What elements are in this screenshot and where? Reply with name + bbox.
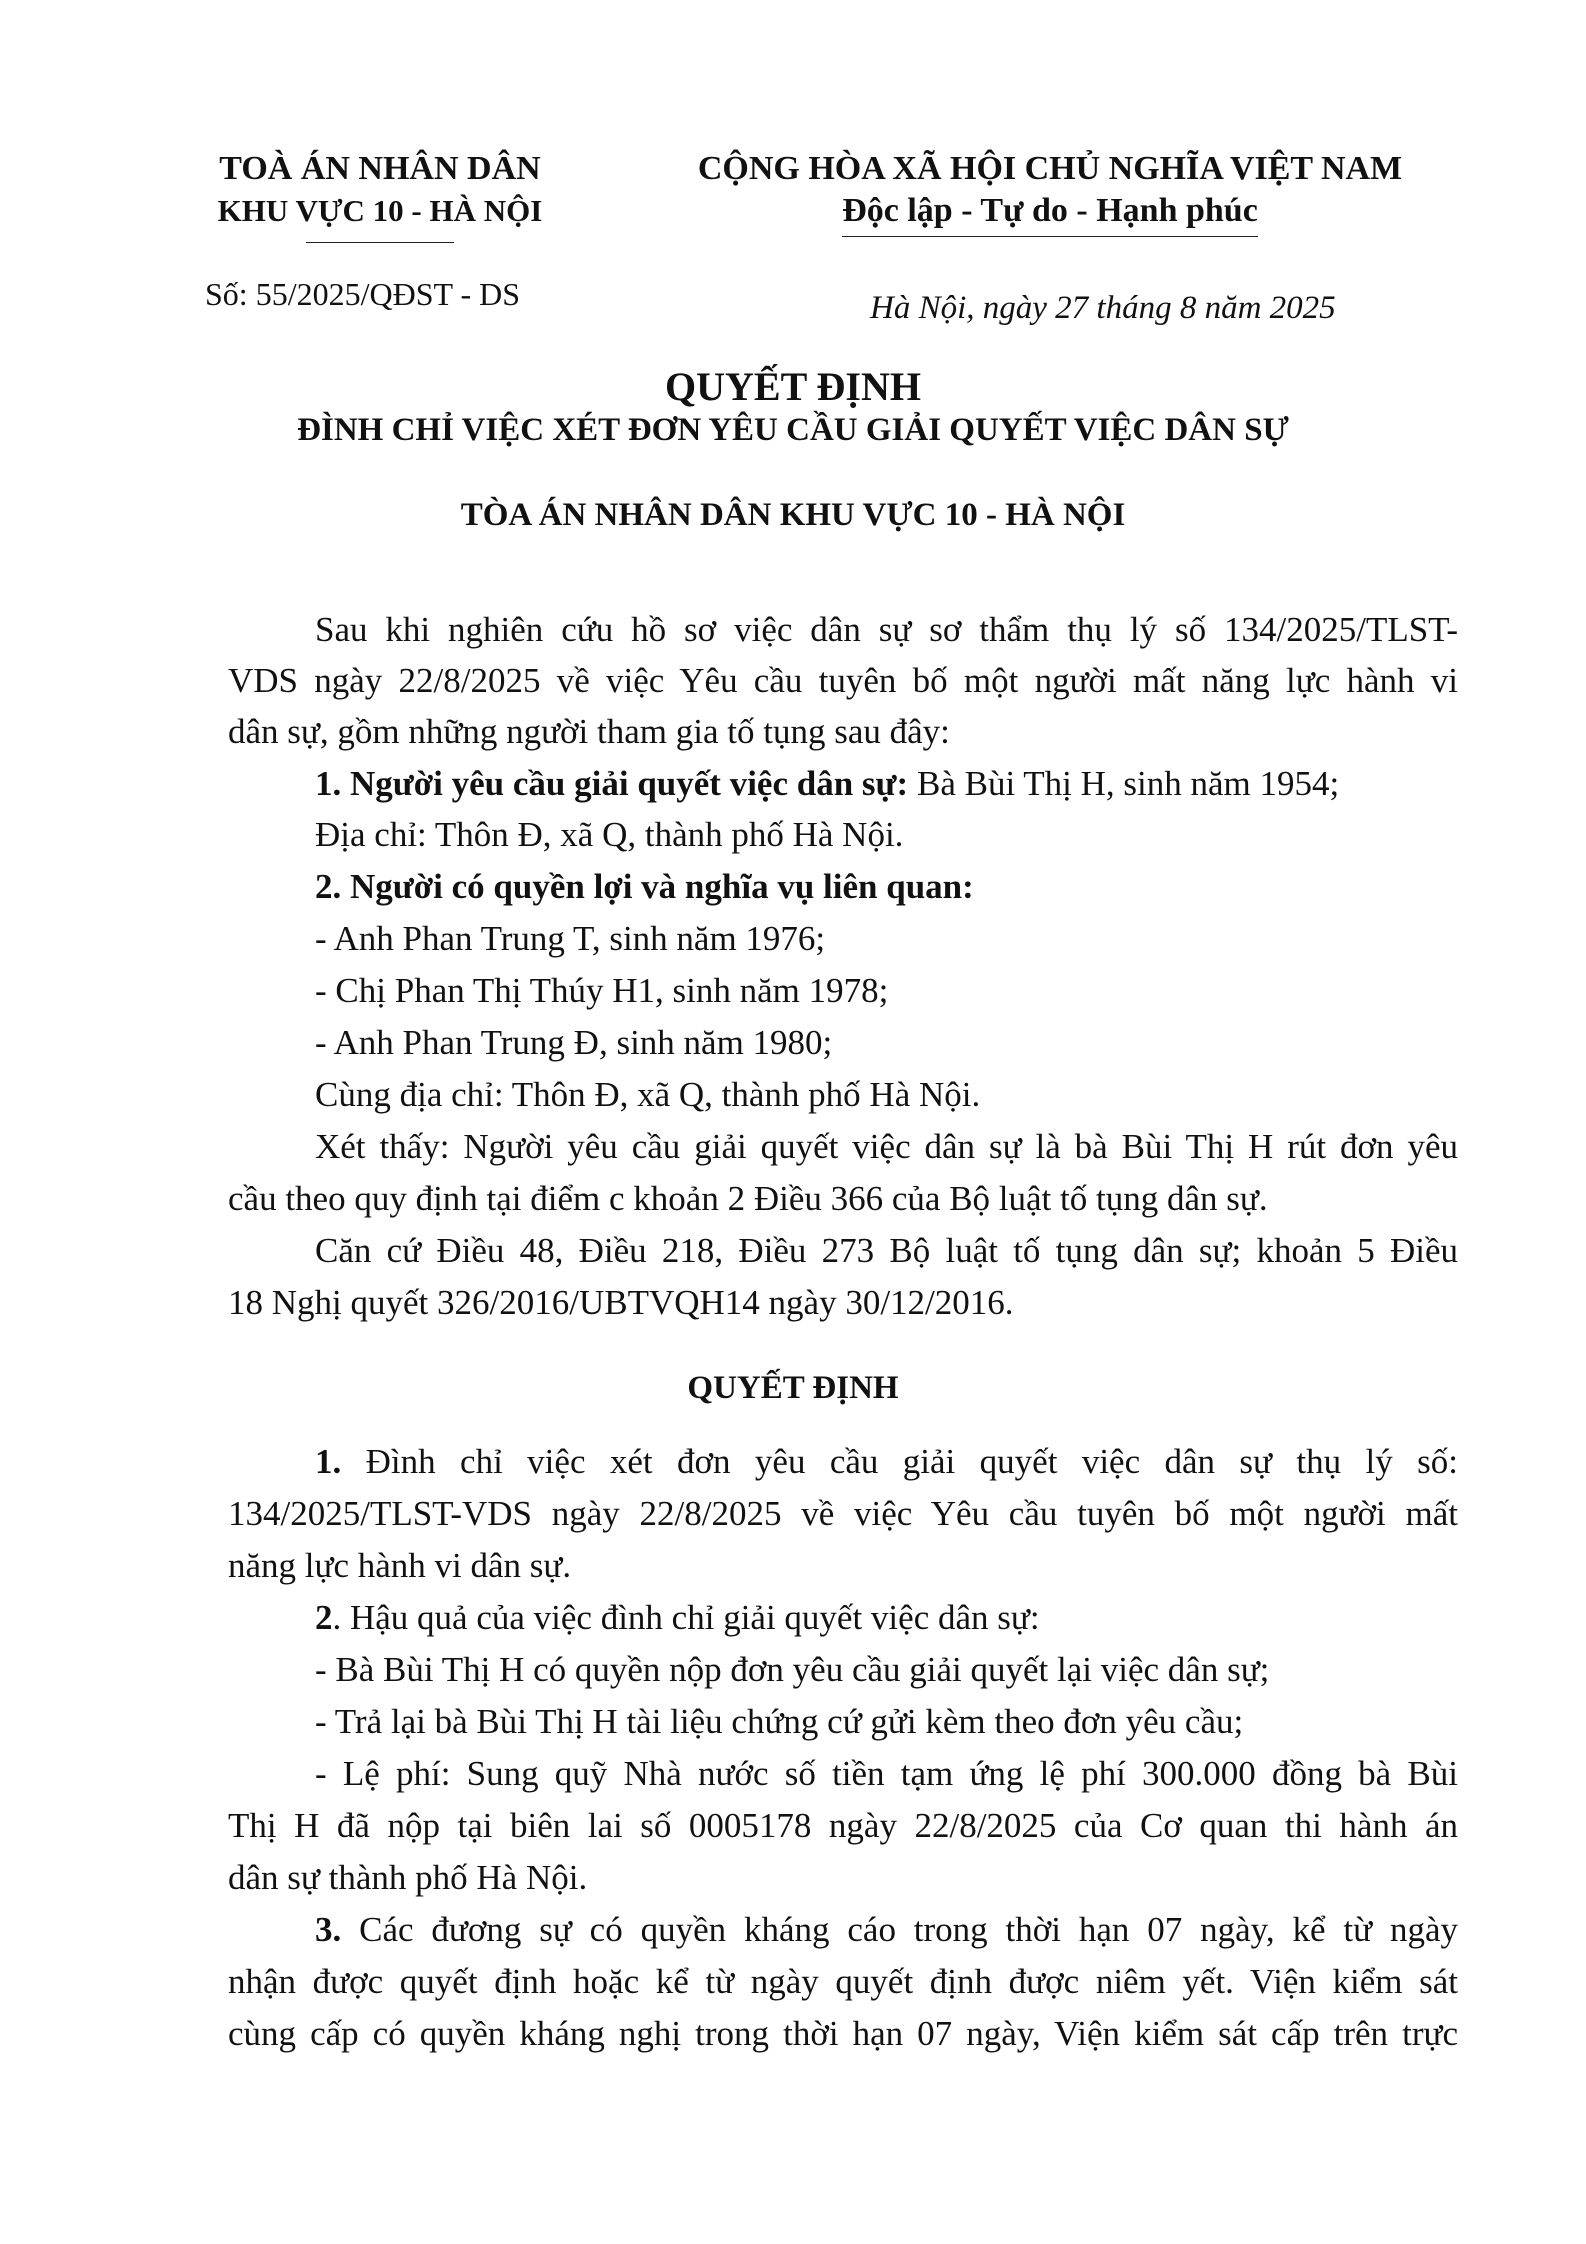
petitioner-label: 1. Người yêu cầu giải quyết việc dân sự: <box>315 764 909 803</box>
court-header <box>190 148 570 243</box>
decision-heading: QUYẾT ĐỊNH <box>687 1370 899 1406</box>
court-region: KHU VỰC 10 - HÀ NỘI <box>217 193 543 228</box>
related-party-3: - Anh Phan Trung Đ, sinh năm 1980; <box>315 1023 833 1062</box>
document-number: Số: 55/2025/QĐST - DS <box>205 276 521 312</box>
decision-2-fee-line-1: - Lệ phí: Sung quỹ Nhà nước số tiền tạm ứng lệ phí 300.000 đồng bà Bùi <box>315 1754 1458 1793</box>
national-header <box>660 148 1440 237</box>
document-title: QUYẾT ĐỊNH <box>665 364 921 409</box>
nation-name: CỘNG HÒA XÃ HỘI CHỦ NGHĨA VIỆT NAM <box>697 150 1403 187</box>
petitioner-address: Địa chỉ: Thôn Đ, xã Q, thành phố Hà Nội. <box>315 815 904 854</box>
decision-3-line-2: nhận được quyết định hoặc kể từ ngày quyết định được niêm yết. Viện kiểm sát <box>228 1962 1458 2001</box>
petitioner-line <box>315 762 1458 806</box>
decision-2-item-2: - Trả lại bà Bùi Thị H tài liệu chứng cứ gửi kèm theo đơn yêu cầu; <box>315 1702 1244 1741</box>
document-subject: ĐÌNH CHỈ VIỆC XÉT ĐƠN YÊU CẦU GIẢI QUYẾT VIỆC DÂN SỰ <box>297 412 1289 448</box>
court-name: TOÀ ÁN NHÂN DÂN <box>219 150 541 187</box>
intro-line-1: Sau khi nghiên cứu hồ sơ việc dân sự sơ thẩm thụ lý số 134/2025/TLST- <box>315 610 1458 649</box>
decision-1-line-3: năng lực hành vi dân sự. <box>228 1546 572 1585</box>
decision-1-line-2: 134/2025/TLST-VDS ngày 22/8/2025 về việc Yêu cầu tuyên bố một người mất <box>228 1494 1458 1533</box>
decision-2-heading: 2. Hậu quả của việc đình chỉ giải quyết việc dân sự: <box>315 1598 1040 1637</box>
intro-line-3: dân sự, gồm những người tham gia tố tụng sau đây: <box>228 712 950 751</box>
intro-line-2: VDS ngày 22/8/2025 về việc Yêu cầu tuyên bố một người mất năng lực hành vi <box>228 661 1458 700</box>
decision-3-line-1: 3. Các đương sự có quyền kháng cáo trong thời hạn 07 ngày, kể từ ngày <box>315 1910 1458 1949</box>
decision-1-line-1: 1. Đình chỉ việc xét đơn yêu cầu giải quyết việc dân sự thụ lý số: <box>315 1442 1458 1481</box>
petitioner-value: Bà Bùi Thị H, sinh năm 1954; <box>908 764 1340 803</box>
decision-2-fee-line-2: Thị H đã nộp tại biên lai số 0005178 ngày 22/8/2025 của Cơ quan thi hành án <box>228 1806 1458 1845</box>
decision-3-line-3: cùng cấp có quyền kháng nghị trong thời hạn 07 ngày, Viện kiểm sát cấp trên trực <box>228 2014 1458 2053</box>
related-parties-address: Cùng địa chỉ: Thôn Đ, xã Q, thành phố Hà Nội. <box>315 1075 981 1114</box>
decision-2-fee-line-3: dân sự thành phố Hà Nội. <box>228 1858 588 1897</box>
place-and-date: Hà Nội, ngày 27 tháng 8 năm 2025 <box>870 290 1336 326</box>
related-party-2: - Chị Phan Thị Thúy H1, sinh năm 1978; <box>315 971 889 1010</box>
court-header-rule <box>306 242 454 243</box>
related-parties-label: 2. Người có quyền lợi và nghĩa vụ liên quan: <box>315 867 974 906</box>
issuing-court: TÒA ÁN NHÂN DÂN KHU VỰC 10 - HÀ NỘI <box>460 497 1126 533</box>
consideration-line-1: Xét thấy: Người yêu cầu giải quyết việc dân sự là bà Bùi Thị H rút đơn yêu <box>315 1127 1458 1166</box>
consideration-line-2: cầu theo quy định tại điểm c khoản 2 Điều 366 của Bộ luật tố tụng dân sự. <box>228 1179 1268 1218</box>
legal-basis-line-2: 18 Nghị quyết 326/2016/UBTVQH14 ngày 30/12/2016. <box>228 1283 1014 1322</box>
legal-basis-line-1: Căn cứ Điều 48, Điều 218, Điều 273 Bộ luật tố tụng dân sự; khoản 5 Điều <box>315 1231 1458 1270</box>
decision-2-item-1: - Bà Bùi Thị H có quyền nộp đơn yêu cầu giải quyết lại việc dân sự; <box>315 1650 1270 1689</box>
national-motto: Độc lập - Tự do - Hạnh phúc <box>842 190 1258 237</box>
related-party-1: - Anh Phan Trung T, sinh năm 1976; <box>315 919 826 958</box>
